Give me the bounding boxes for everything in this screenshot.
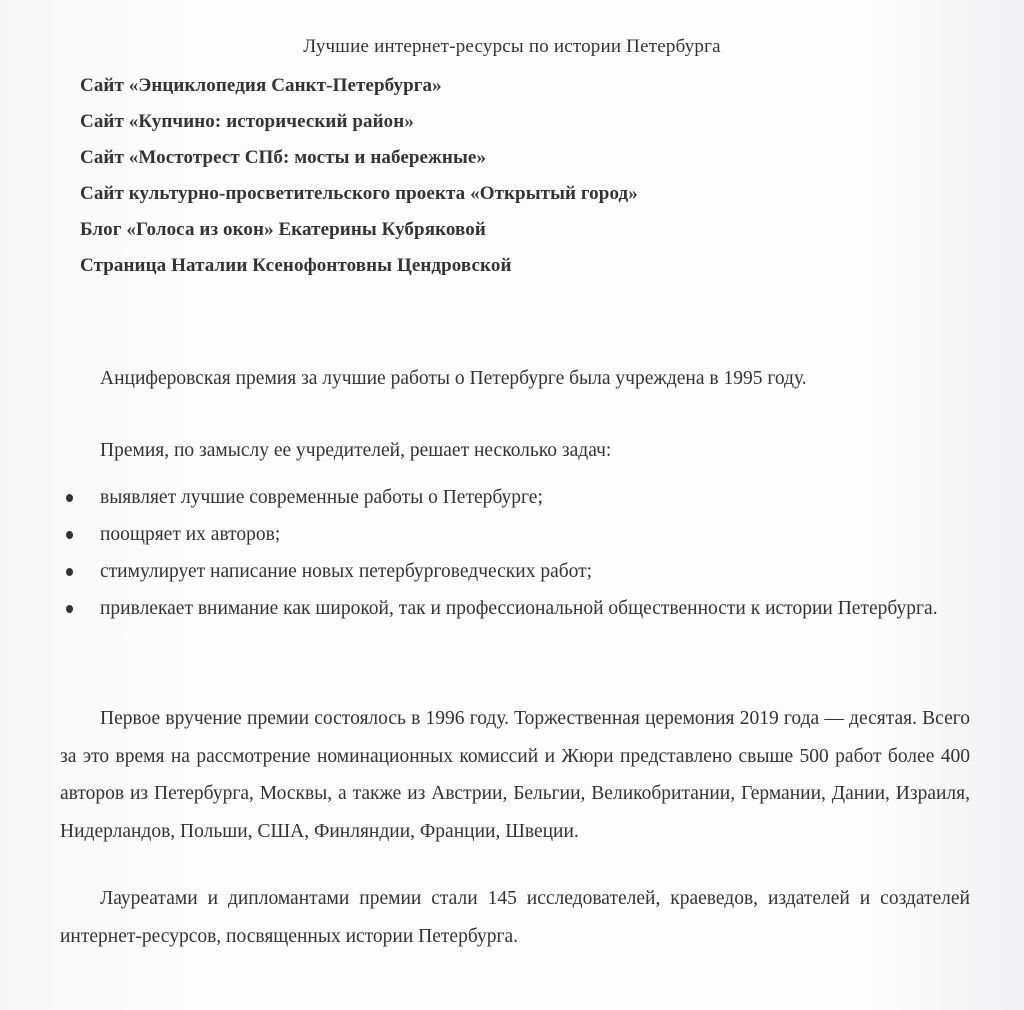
- resource-item: Сайт «Энциклопедия Санкт-Петербурга»: [80, 75, 442, 96]
- tasks-list: [60, 479, 980, 627]
- task-item: [60, 479, 980, 516]
- resource-item: Сайт культурно-просветительского проекта «Открытый город»: [80, 183, 638, 204]
- bullet-icon: [66, 494, 73, 502]
- task-item: [60, 590, 980, 627]
- bullet-icon: [66, 531, 73, 539]
- bullet-icon: [66, 605, 73, 613]
- resource-list: [80, 71, 638, 287]
- paragraph-first-ceremony: Первое вручение премии состоялось в 1996 году. Торжественная церемония 2019 года — десятая. Всего за это время на рассмотрение номинационных комиссий и Жюри представлено свыше 500 работ более 400 авторов из Петербурга, Москвы, а также из Австрии, Бельгии, Великобритании, Германии, Дании, Израиля, Нидерландов, Польши, США, Финляндии, Франции, Швеции.: [60, 708, 970, 842]
- bullet-icon: [66, 568, 73, 576]
- paragraph-tasks-intro: Премия, по замыслу ее учредителей, решает несколько задач:: [100, 440, 612, 461]
- task-text: привлекает внимание как широкой, так и профессиональной общественности к истории Петербурга.: [100, 598, 938, 619]
- resource-item: Сайт «Купчино: исторический район»: [80, 111, 414, 132]
- resource-item: Сайт «Мостотрест СПб: мосты и набережные»: [80, 147, 487, 168]
- resource-item: Блог «Голоса из окон» Екатерины Кубряковой: [80, 219, 486, 240]
- task-text: выявляет лучшие современные работы о Петербурге;: [100, 487, 543, 508]
- paragraph-founded: Анциферовская премия за лучшие работы о Петербурге была учреждена в 1995 году.: [100, 368, 807, 389]
- task-item: [60, 553, 980, 590]
- section-heading: Лучшие интернет-ресурсы по истории Петербурга: [303, 36, 721, 57]
- task-text: поощряет их авторов;: [100, 524, 281, 545]
- task-item: [60, 516, 980, 553]
- task-text: стимулирует написание новых петербурговедческих работ;: [100, 561, 593, 582]
- paragraph-laureates: Лауреатами и дипломантами премии стали 145 исследователей, краеведов, издателей и создателей интернет-ресурсов, посвященных истории Петербурга.: [60, 888, 970, 947]
- resource-item: Страница Наталии Ксенофонтовны Цендровской: [80, 255, 512, 276]
